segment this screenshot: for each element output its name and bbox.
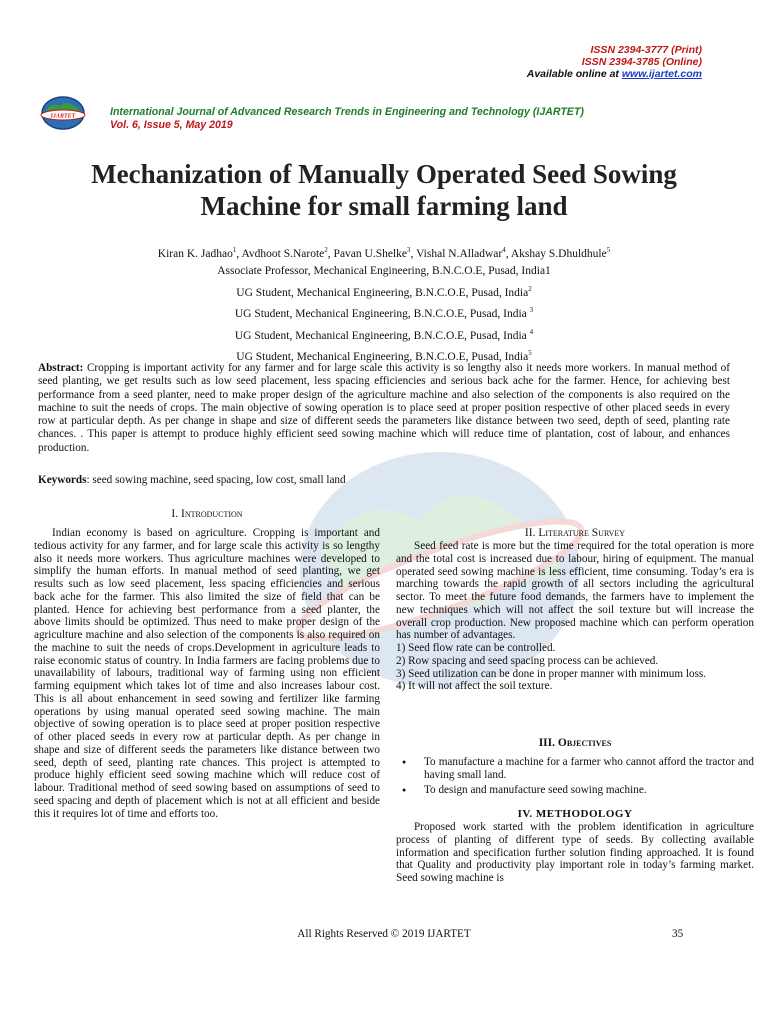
abstract-text: Cropping is important activity for any farmer and for large scale this activity is so lengthy also it needs more workers. In manual method of seed planting, we get results such as low seed placement, less spacing efficiencies and serious back ache for the farmer. Hence, for achieving best performance from a seed planter, need to make proper design of the agriculture machine and also selection of the components is also required on the machine to suit the needs of crops. The main objective of sowing operation is to place seed at proper position respective of other placed seeds in every row at particular depth. As per change in shape and size of different seeds the parameters like distance between two seed, depth of seed, planting rate chances. . This paper is attempt to produce highly efficient seed sowing machine which will reduce time of plantation, cost of labour, and enhances production.: [38, 362, 730, 454]
methodology-section: [396, 807, 754, 885]
author: Avdhoot S.Narote: [241, 247, 325, 260]
author-block: [40, 242, 728, 367]
journal-name: International Journal of Advanced Research Trends in Engineering and Technology (IJARTET): [110, 106, 584, 118]
issn-print: ISSN 2394-3777 (Print): [590, 44, 702, 56]
section-heading-literature: II. Literature Survey: [524, 527, 626, 539]
list-item: ● To manufacture a machine for a farmer who cannot afford the tractor and having small land.: [396, 756, 754, 782]
section-heading-objectives: III. Objectives: [538, 737, 612, 749]
logo-text: IJARTET: [50, 113, 76, 120]
author: Vishal N.Alladwar: [416, 247, 503, 260]
paper-title: Mechanization of Manually Operated Seed Sowing Machine for small farming land: [91, 159, 677, 221]
issn-online: ISSN 2394-3785 (Online): [581, 56, 702, 68]
advantage-item: 1) Seed flow rate can be controlled.: [396, 642, 556, 654]
page-number: 35: [672, 928, 684, 940]
author: Kiran K. Jadhao: [157, 247, 233, 260]
availability: Available online at www.ijartet.com: [526, 68, 702, 80]
issn-block: [527, 44, 702, 80]
author: Akshay S.Dhuldhule: [510, 247, 607, 260]
abstract-label: Abstract:: [38, 362, 84, 374]
journal-logo: [40, 94, 86, 132]
section-heading-methodology: IV. METHODOLOGY: [517, 808, 633, 820]
list-item: ● To design and manufacture seed sowing machine.: [396, 784, 754, 797]
footer-copyright: All Rights Reserved © 2019 IJARTET: [297, 928, 471, 940]
journal-header: [110, 106, 584, 132]
affiliation: UG Student, Mechanical Engineering, B.N.C.O.E, Pusad, India$^5$: [236, 349, 532, 364]
right-column: [396, 526, 754, 693]
introduction-text: Indian economy is based on agriculture. Cropping is important and tedious activity for any farmer, and for large scale this activity is so lengthy also it needs more workers. Thus agriculture machines were developed to simplify the human efforts. In manual method of seed planting, we get results such as low seed placement, less spacing efficiencies and serious back ache for the farmer. This also limited the size of field that can be planted. Hence for achieving best performance from a seed planter, the above limits should be optimized. Thus need to make proper design of the agriculture machine and also selection of the components is also required on the machine to suit the needs of crops.Development in agriculture leads to raise economic status of country. In India farmers are facing problems due to unavailability of labours, traditional way of farming using non efficient farming equipment which takes lot of time and also increases labour cost. This is all about enhancement in seed sowing and fertilizer like farming operations by using manual operated seed sowing machine. The main objective of sowing operation is to place seed at proper position respective of other placed seeds in every row at particular depth. As per change in shape and size of different seeds the parameters like distance between two seed, depth of seed, planting rate chances. This project is attempted to produce highly efficient seed sowing machine which will reduce cost of labour. Traditional method of seed sowing based on assumptions of seed to seed spacing and depth of placement which is not at all efficient and beside this it requires lot of time and efforts too.: [34, 527, 380, 820]
affiliation: Associate Professor, Mechanical Engineering, B.N.C.O.E, Pusad, India1: [217, 265, 551, 278]
keywords-label: Keywords: [38, 474, 87, 486]
affiliation: UG Student, Mechanical Engineering, B.N.C.O.E, Pusad, India $^3$: [234, 306, 534, 321]
abstract: [38, 362, 730, 455]
keywords-text: : seed sowing machine, seed spacing, low cost, small land: [86, 474, 346, 486]
author: Pavan U.Shelke: [333, 247, 408, 260]
methodology-text: Proposed work started with the problem identification in agriculture process of planting of different type of seeds. By collecting available information and specification further solution finding approached. It is found that Quality and productivity play important role in today’s farming market. Seed sowing machine is: [396, 821, 754, 884]
literature-text: Seed feed rate is more but the time required for the total operation is more and the total cost is increased due to labour, hiring of equipment. The manual operated seed sowing machine is less efficient, time consuming. Today’s era is marching towards the rapid growth of all sectors including the agricultural sector. To meet the future food demands, the farmers have to implement the new techniques which will not affect the soil texture but will increase the overall crop production. New proposed machine which can perform operation has number of advantages.: [396, 540, 754, 642]
journal-website-link[interactable]: www.ijartet.com: [621, 68, 702, 80]
author-list: Kiran K. Jadhao$^1$, Avdhoot S.Narote$^2$, Pavan U.Shelke$^3$, Vishal N.Alladwar$^4$, Akshay S.Dhuldhule$^5$: [157, 246, 611, 260]
affiliation: UG Student, Mechanical Engineering, B.N.C.O.E, Pusad, India $^4$: [234, 327, 534, 342]
advantage-item: 4) It will not affect the soil texture.: [396, 680, 553, 693]
journal-volume: Vol. 6, Issue 5, May 2019: [110, 119, 233, 131]
advantage-item: 2) Row spacing and seed spacing process can be achieved.: [396, 654, 659, 667]
section-heading-introduction: I. Introduction: [171, 508, 243, 520]
objectives-list: [396, 756, 754, 796]
affiliation: UG Student, Mechanical Engineering, B.N.C.O.E, Pusad, India$^2$: [236, 285, 532, 299]
advantage-item: 3) Seed utilization can be done in proper manner with minimum loss.: [396, 667, 707, 680]
keywords: [38, 474, 730, 487]
left-column: [34, 508, 380, 820]
objectives-section: [396, 736, 754, 796]
